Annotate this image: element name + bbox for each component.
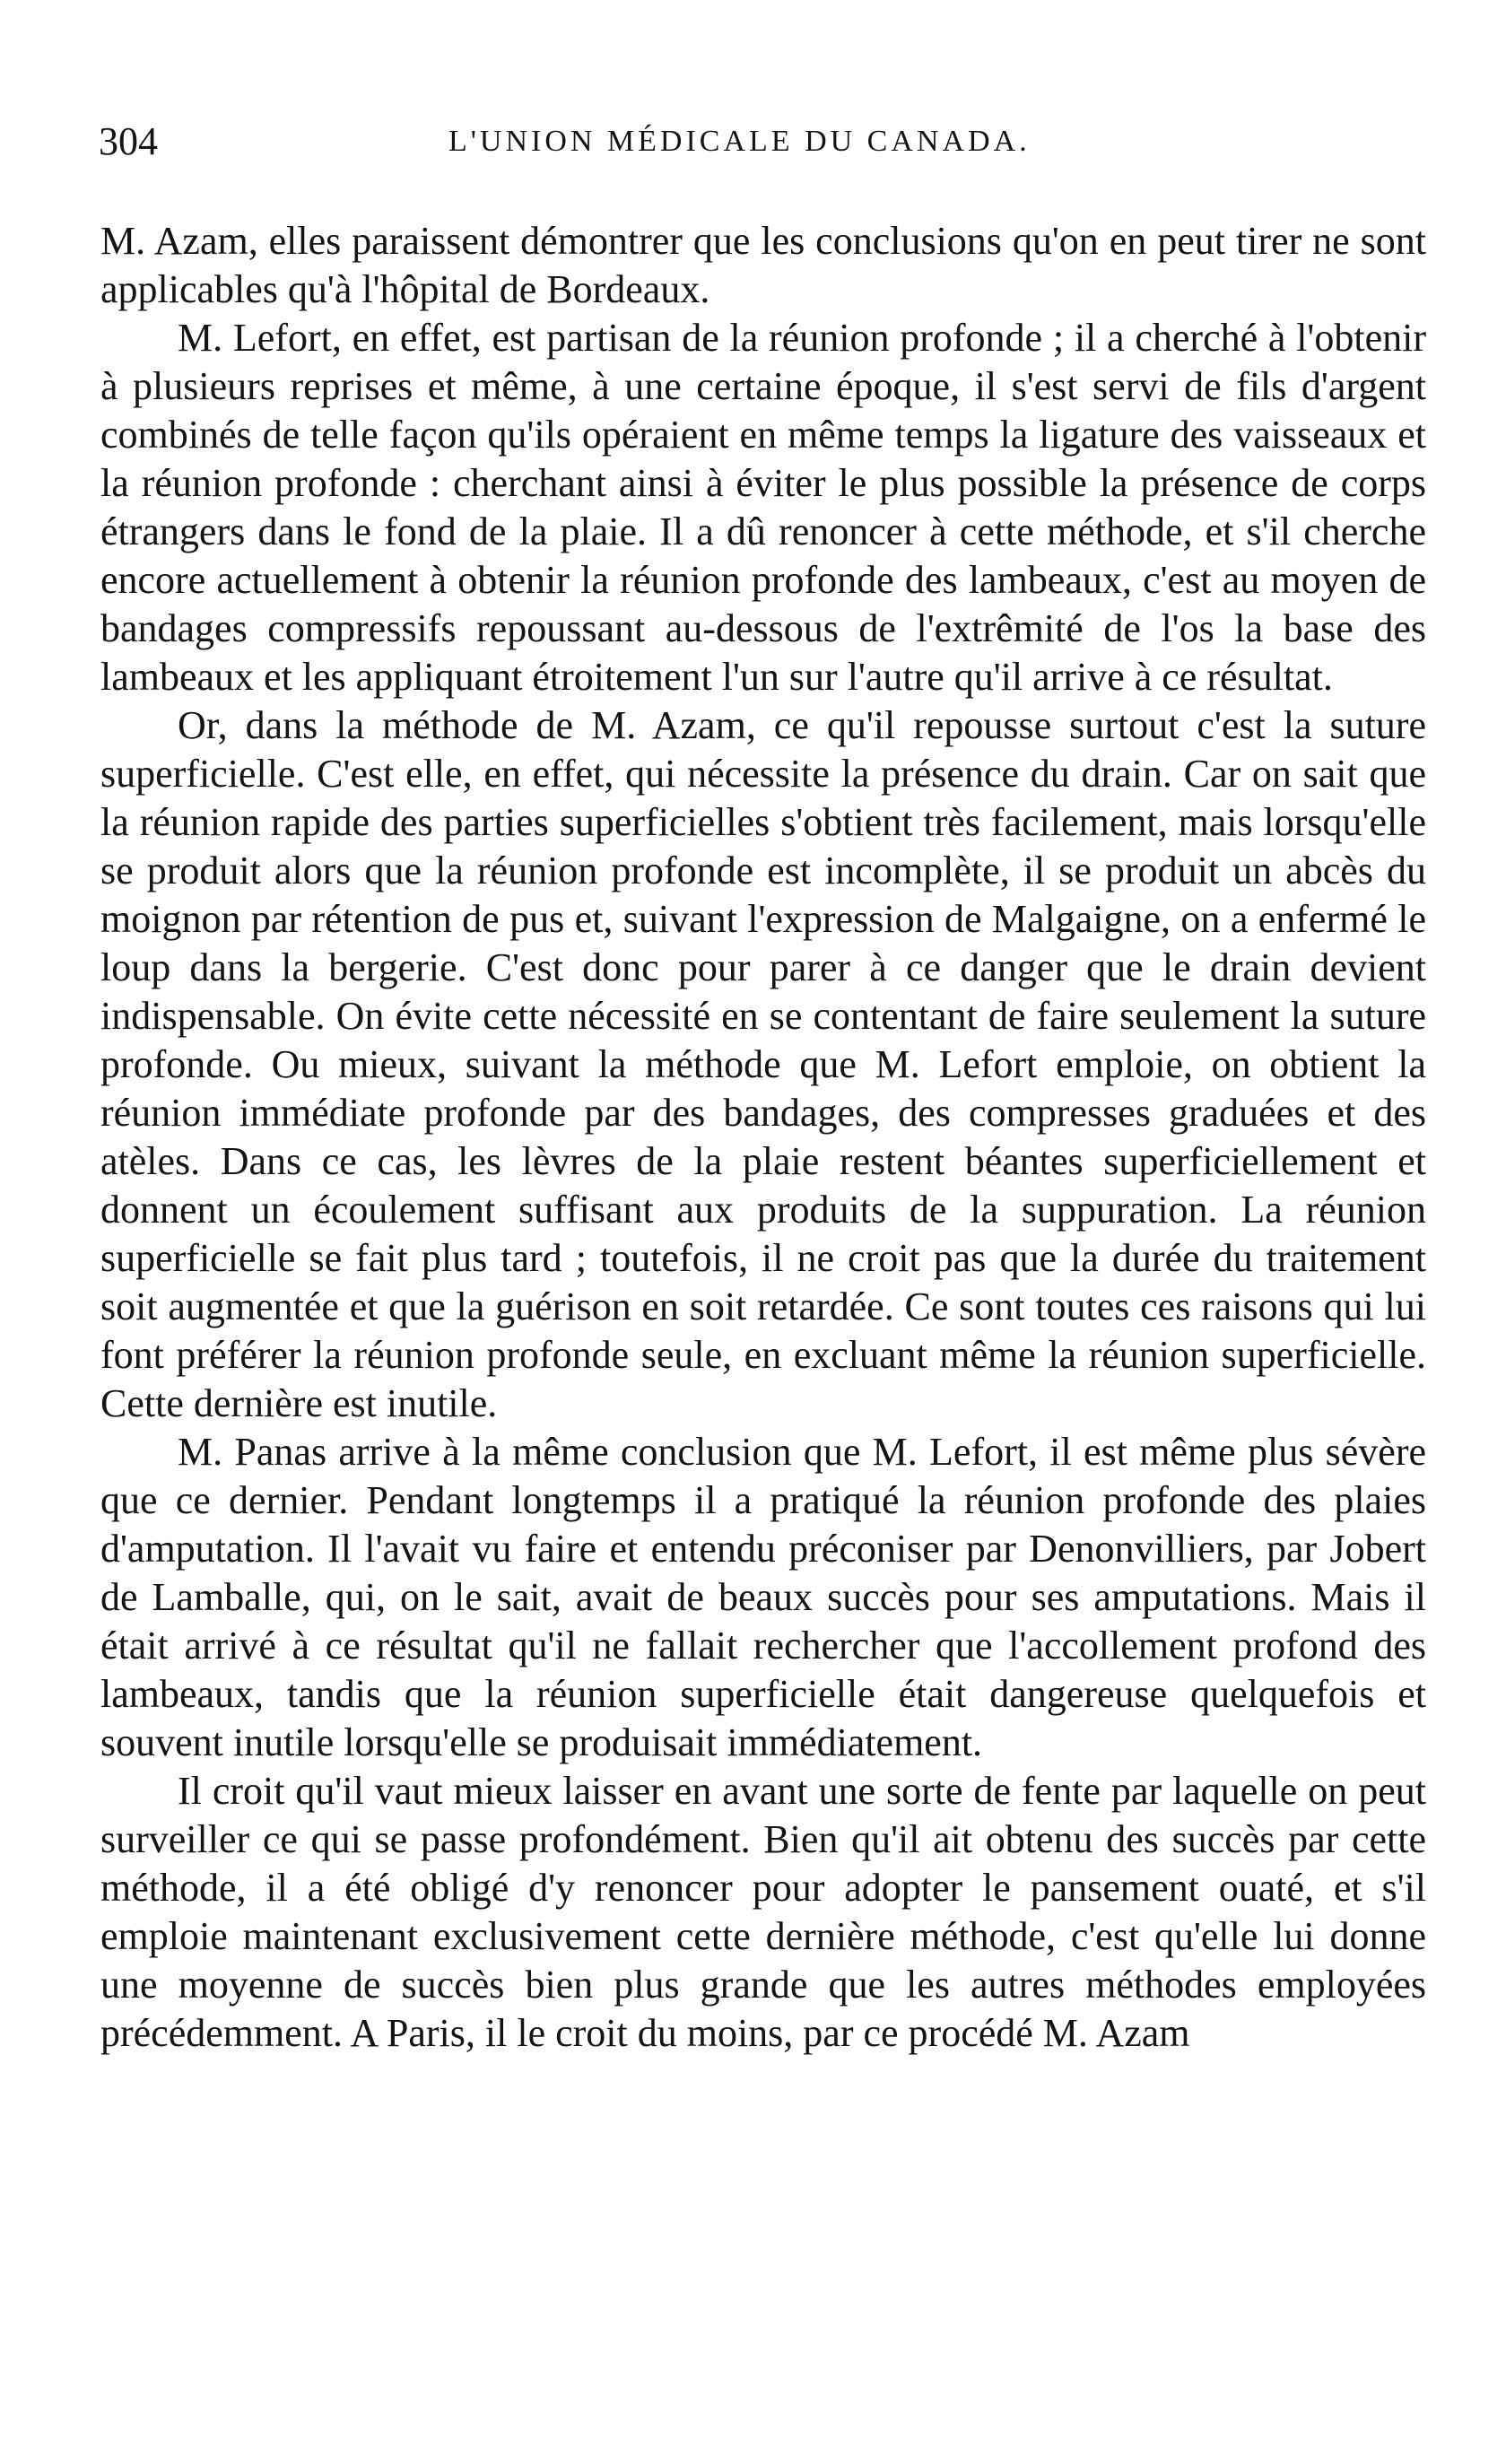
body-text [100, 217, 1426, 2352]
paragraph-lefort: M. Lefort, en effet, est partisan de la réunion profonde ; il a cherché à l'obtenir à plusieurs reprises et même, à une certaine époque, il s'est servi de fils d'argent combinés de telle façon qu'ils opéraient en même temps la ligature des vaisseaux et la réunion profonde : cherchant ainsi à éviter le plus possible la présence de corps étrangers dans le fond de la plaie. Il a dû renoncer à cette méthode, et s'il cherche encore actuellement à obtenir la réunion profonde des lambeaux, c'est au moyen de bandages compressifs repoussant au-dessous de l'extrêmité de l'os la base des lambeaux et les appliquant étroitement l'un sur l'autre qu'il arrive à ce résultat. [100, 316, 1426, 699]
page-number: 304 [99, 119, 158, 163]
paragraph-panas: M. Panas arrive à la même conclusion que M. Lefort, il est même plus sévère que ce dernier. Pendant longtemps il a pratiqué la réunion profonde des plaies d'amputation. Il l'avait vu faire et entendu préconiser par Denonvilliers, par Jobert de Lamballe, qui, on le sait, avait de beaux succès pour ses amputations. Mais il était arrivé à ce résultat qu'il ne fallait rechercher que l'accollement profond des lambeaux, tandis que la réunion superficielle était dangereuse quelquefois et souvent inutile lorsqu'elle se produisait immédiatement. [100, 1430, 1426, 1764]
paragraph-azam-method: Or, dans la méthode de M. Azam, ce qu'il repousse surtout c'est la suture superficielle. C'est elle, en effet, qui nécessite la présence du drain. Car on sait que la réunion rapide des parties superficielles s'obtient très facilement, mais lorsqu'elle se produit alors que la réunion profonde est incomplète, il se produit un abcès du moignon par rétention de pus et, suivant l'expression de Malgaigne, on a enfermé le loup dans la bergerie. C'est donc pour parer à ce danger que le drain devient indispensable. On évite cette nécessité en se contentant de faire seulement la suture profonde. Ou mieux, suivant la méthode que M. Lefort emploie, on obtient la réunion immédiate profonde par des bandages, des compresses graduées et des atèles. Dans ce cas, les lèvres de la plaie restent béantes superficiellement et donnent un écoulement suffisant aux produits de la suppuration. La réunion superficielle se fait plus tard ; toutefois, il ne croit pas que la durée du traitement soit augmentée et que la guérison en soit retardée. Ce sont toutes ces raisons qui lui font préférer la réunion profonde seule, en excluant même la réunion superficielle. Cette dernière est inutile. [100, 703, 1426, 1425]
running-title: L'UNION MÉDICALE DU CANADA. [448, 125, 1031, 158]
paragraph-continuation: M. Azam, elles paraissent démontrer que les conclusions qu'on en peut tirer ne sont applicables qu'à l'hôpital de Bordeaux. [100, 219, 1426, 311]
page-header [99, 115, 1408, 169]
paragraph-pansement-ouate: Il croit qu'il vaut mieux laisser en avant une sorte de fente par laquelle on peut surveiller ce qui se passe profondément. Bien qu'il ait obtenu des succès par cette méthode, il a été obligé d'y renoncer pour adopter le pansement ouaté, et s'il emploie maintenant exclusivement cette dernière méthode, c'est qu'elle lui donne une moyenne de succès bien plus grande que les autres méthodes employées précédemment. A Paris, il le croit du moins, par ce procédé M. Azam [100, 1769, 1426, 2055]
